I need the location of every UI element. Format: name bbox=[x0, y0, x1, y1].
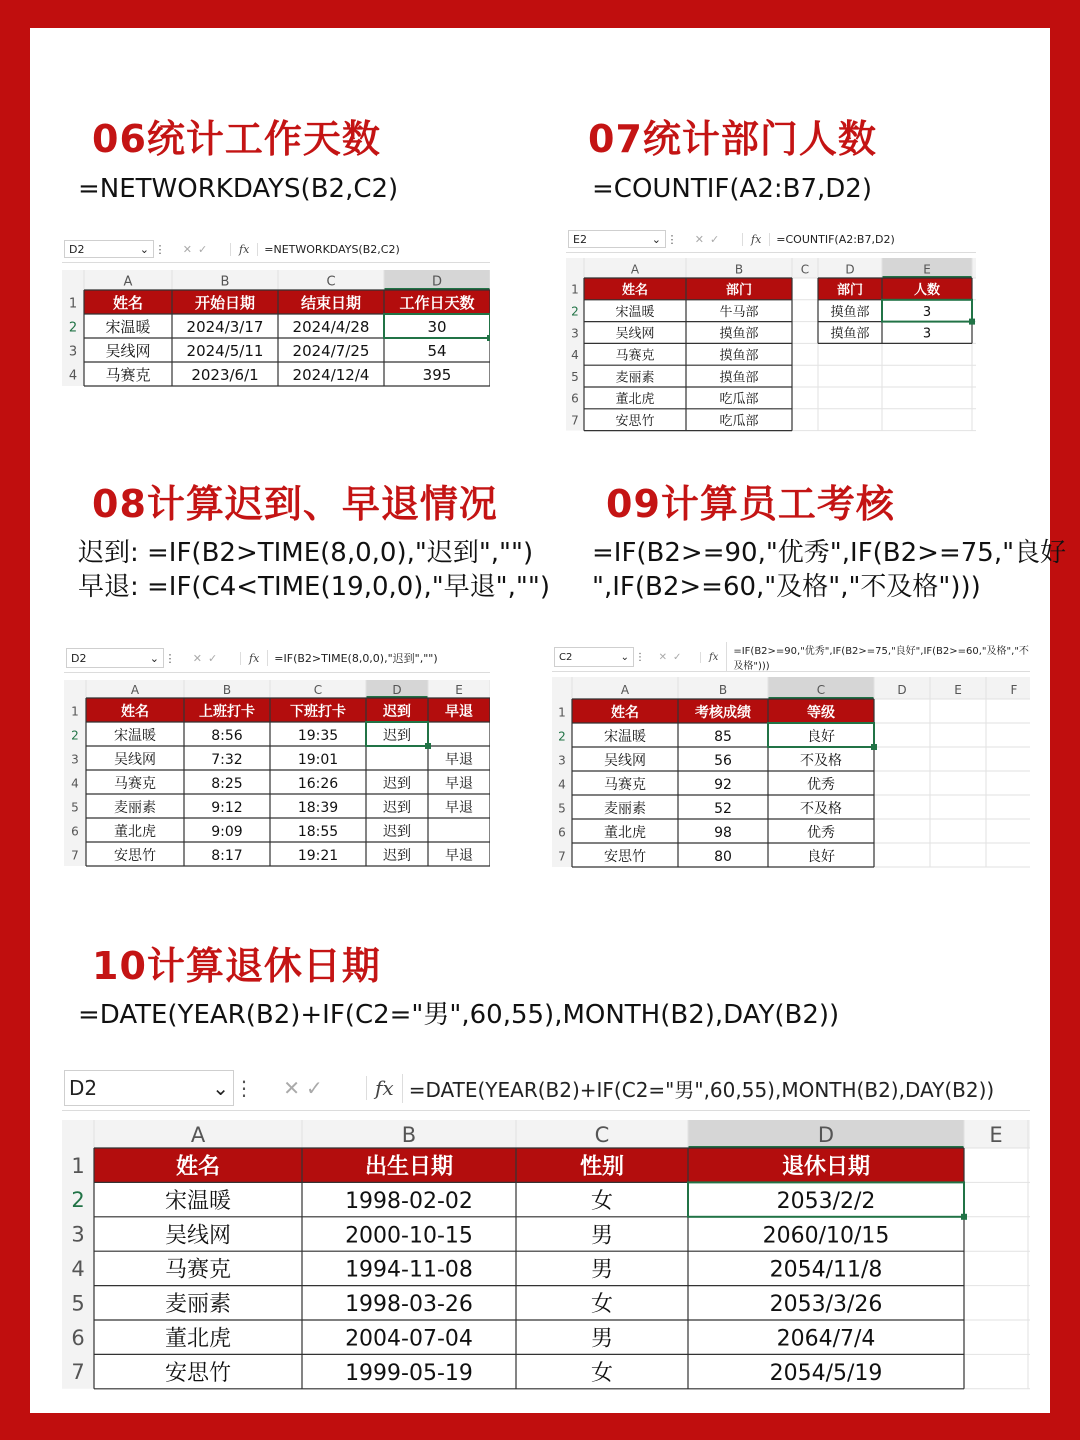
table-header-cell: 早退 bbox=[445, 703, 473, 720]
more-icon[interactable]: ⋮ bbox=[234, 1076, 254, 1100]
table-header-cell: 等级 bbox=[807, 704, 835, 721]
table-cell: 16:26 bbox=[297, 775, 339, 792]
column-header-D: D bbox=[817, 1122, 835, 1147]
row-number-7: 7 bbox=[71, 848, 79, 863]
table-cell: 2060/10/15 bbox=[762, 1223, 890, 1249]
table-header-cell: 人数 bbox=[913, 283, 941, 299]
table-cell: 不及格 bbox=[800, 752, 842, 769]
row-number-4: 4 bbox=[68, 368, 78, 384]
column-header-A: A bbox=[630, 262, 640, 277]
table-cell: 18:39 bbox=[297, 799, 339, 816]
table-header-cell: 迟到 bbox=[383, 703, 411, 720]
row-number-5: 5 bbox=[571, 369, 579, 384]
row-number-1: 1 bbox=[571, 282, 579, 297]
table-cell: 吴线网 bbox=[615, 326, 655, 342]
table-cell: 男 bbox=[590, 1257, 614, 1283]
chevron-down-icon[interactable]: ⌄ bbox=[149, 651, 159, 665]
chevron-down-icon[interactable]: ⌄ bbox=[212, 1076, 229, 1100]
table-cell: 不及格 bbox=[800, 800, 842, 817]
table-cell: 宋温暖 bbox=[164, 1188, 232, 1214]
row-number-3: 3 bbox=[558, 753, 566, 768]
row-number-4: 4 bbox=[71, 1256, 85, 1281]
table-cell: 8:56 bbox=[211, 727, 243, 744]
table-cell: 2023/6/1 bbox=[191, 365, 259, 384]
sheet-grid bbox=[62, 270, 490, 392]
column-header-E: E bbox=[923, 262, 931, 277]
row-number-2: 2 bbox=[68, 320, 78, 336]
table-cell: 54 bbox=[427, 341, 447, 360]
row-number-5: 5 bbox=[71, 1291, 85, 1316]
row-number-3: 3 bbox=[571, 326, 579, 341]
sheet-grid bbox=[62, 1120, 1030, 1394]
fill-handle bbox=[969, 319, 975, 325]
cancel-confirm-icon[interactable]: ✕✓ bbox=[646, 652, 701, 663]
table-cell: 迟到 bbox=[383, 847, 411, 864]
table-header-cell: 退休日期 bbox=[781, 1154, 871, 1180]
row-number-5: 5 bbox=[71, 800, 79, 815]
section-06-title: 06统计工作天数 bbox=[92, 117, 381, 161]
table-header-cell: 姓名 bbox=[621, 283, 649, 299]
table-cell: 30 bbox=[427, 317, 447, 336]
row-number-7: 7 bbox=[571, 413, 579, 428]
table-cell: 98 bbox=[714, 824, 732, 841]
row-number-2: 2 bbox=[71, 728, 79, 743]
table-cell: 马赛克 bbox=[164, 1257, 232, 1283]
row-number-2: 2 bbox=[571, 304, 579, 319]
table-header-cell: 姓名 bbox=[611, 704, 639, 721]
table-cell: 牛马部 bbox=[719, 304, 759, 320]
name-box-value: E2 bbox=[573, 232, 587, 246]
formula-bar-text[interactable]: =NETWORKDAYS(B2,C2) bbox=[257, 243, 490, 256]
table-cell: 2024/12/4 bbox=[292, 365, 370, 384]
name-box[interactable] bbox=[64, 1070, 234, 1106]
section-08-formula-line-1: 迟到: =IF(B2>TIME(8,0,0),"迟到","") bbox=[78, 538, 534, 568]
table-cell: 52 bbox=[714, 800, 732, 817]
table-cell: 吴线网 bbox=[164, 1223, 232, 1249]
formula-bar-text[interactable]: =IF(B2>=90,"优秀",IF(B2>=75,"良好",IF(B2>=60,"及格","不及格"))) bbox=[726, 642, 1030, 672]
function-icon[interactable]: fx bbox=[751, 232, 762, 246]
section-09-formula-line-2: ",IF(B2>=60,"及格","不及格"))) bbox=[592, 572, 981, 602]
table-cell: 优秀 bbox=[807, 824, 835, 841]
column-header-B: B bbox=[220, 274, 230, 290]
fill-handle bbox=[487, 335, 490, 341]
name-box-value: C2 bbox=[559, 651, 573, 663]
formula-bar bbox=[62, 236, 490, 263]
table-cell: 安思竹 bbox=[604, 848, 646, 865]
column-header-E: E bbox=[455, 683, 463, 698]
function-icon[interactable]: fx bbox=[375, 1076, 394, 1100]
fill-handle bbox=[961, 1214, 967, 1220]
table-cell: 2054/5/19 bbox=[769, 1360, 883, 1386]
table-cell: 1998-02-02 bbox=[345, 1188, 473, 1214]
function-icon[interactable]: fx bbox=[249, 651, 260, 665]
name-box-value: D2 bbox=[71, 651, 87, 665]
name-box[interactable] bbox=[64, 240, 154, 258]
table-cell: 安思竹 bbox=[164, 1360, 232, 1386]
table-header-cell: 姓名 bbox=[112, 293, 144, 312]
row-number-6: 6 bbox=[558, 825, 566, 840]
table-cell: 80 bbox=[714, 848, 732, 865]
column-header-E: E bbox=[954, 683, 962, 698]
table-header-cell: 姓名 bbox=[175, 1154, 221, 1180]
table-cell: 董北虎 bbox=[114, 823, 156, 840]
table-cell: 1999-05-19 bbox=[345, 1360, 473, 1386]
formula-bar bbox=[62, 1066, 1030, 1111]
sheet-grid bbox=[64, 680, 490, 870]
row-number-3: 3 bbox=[71, 752, 79, 767]
more-icon[interactable]: ⋮ bbox=[154, 242, 166, 256]
row-number-4: 4 bbox=[71, 776, 79, 791]
fill-handle bbox=[871, 744, 877, 750]
section-09-formula-line-1: =IF(B2>=90,"优秀",IF(B2>=75,"良好 bbox=[592, 538, 1067, 568]
row-number-6: 6 bbox=[571, 391, 579, 406]
table-cell: 吃瓜部 bbox=[719, 413, 759, 429]
column-header-C: C bbox=[313, 683, 323, 698]
fill-handle bbox=[425, 743, 431, 749]
table-cell: 吴线网 bbox=[105, 341, 151, 360]
row-number-3: 3 bbox=[68, 344, 78, 360]
table-cell: 85 bbox=[714, 728, 732, 745]
table-cell: 良好 bbox=[807, 728, 835, 745]
column-header-A: A bbox=[190, 1122, 206, 1147]
name-box[interactable] bbox=[568, 230, 666, 248]
column-header-B: B bbox=[734, 262, 744, 277]
formula-bar bbox=[64, 644, 490, 673]
name-box-value: D2 bbox=[69, 1076, 98, 1100]
table-cell: 2024/7/25 bbox=[292, 341, 370, 360]
column-header-F: F bbox=[1010, 683, 1018, 698]
name-box[interactable] bbox=[554, 647, 634, 667]
table-cell: 女 bbox=[590, 1360, 614, 1386]
table-cell: 马赛克 bbox=[615, 348, 655, 364]
table-cell: 56 bbox=[714, 752, 732, 769]
table-cell: 马赛克 bbox=[114, 775, 156, 792]
table-header-cell: 开始日期 bbox=[194, 293, 256, 312]
formula-bar-text[interactable]: =DATE(YEAR(B2)+IF(C2="男",60,55),MONTH(B2),DAY(B2)) bbox=[402, 1074, 1030, 1103]
column-header-B: B bbox=[222, 683, 232, 698]
section-09-title: 09计算员工考核 bbox=[606, 482, 895, 526]
table-cell: 马赛克 bbox=[604, 776, 646, 793]
section-08-title: 08计算迟到、早退情况 bbox=[92, 482, 498, 526]
table-header-cell: 考核成绩 bbox=[695, 704, 751, 721]
table-header-cell: 下班打卡 bbox=[290, 703, 346, 720]
section-07-formula: =COUNTIF(A2:B7,D2) bbox=[592, 174, 872, 204]
table-header-cell: 性别 bbox=[579, 1154, 625, 1180]
table-header-cell: 结束日期 bbox=[300, 293, 362, 312]
more-icon[interactable]: ⋮ bbox=[635, 651, 645, 663]
table-cell: 摸鱼部 bbox=[830, 304, 870, 320]
chevron-down-icon[interactable]: ⌄ bbox=[620, 651, 629, 663]
table-cell: 摸鱼部 bbox=[719, 370, 759, 386]
table-cell: 安思竹 bbox=[615, 413, 655, 429]
cancel-confirm-icon[interactable]: ✕✓ bbox=[176, 652, 241, 665]
table-cell: 2053/2/2 bbox=[776, 1188, 876, 1214]
row-number-6: 6 bbox=[71, 824, 79, 839]
sheet-08 bbox=[64, 644, 490, 870]
row-number-2: 2 bbox=[71, 1188, 85, 1213]
table-cell: 迟到 bbox=[383, 823, 411, 840]
row-number-3: 3 bbox=[71, 1222, 85, 1247]
table-cell: 19:35 bbox=[297, 727, 339, 744]
section-10-title: 10计算退休日期 bbox=[92, 944, 381, 988]
table-cell: 早退 bbox=[445, 775, 473, 792]
row-number-1: 1 bbox=[558, 705, 566, 720]
table-cell: 395 bbox=[422, 365, 452, 384]
cancel-confirm-icon[interactable]: ✕✓ bbox=[246, 1076, 367, 1100]
table-cell: 麦丽素 bbox=[114, 799, 156, 816]
table-cell: 1994-11-08 bbox=[345, 1257, 473, 1283]
row-number-4: 4 bbox=[571, 348, 579, 363]
table-cell: 2024/4/28 bbox=[292, 317, 370, 336]
row-number-4: 4 bbox=[558, 777, 566, 792]
section-06-formula: =NETWORKDAYS(B2,C2) bbox=[78, 174, 399, 204]
section-10-formula: =DATE(YEAR(B2)+IF(C2="男",60,55),MONTH(B2),DAY(B2)) bbox=[78, 1000, 840, 1030]
row-number-2: 2 bbox=[558, 729, 566, 744]
table-header-cell: 出生日期 bbox=[364, 1154, 454, 1180]
section-08-formula-line-2: 早退: =IF(C4<TIME(19,0,0),"早退","") bbox=[78, 572, 550, 602]
column-header-C: C bbox=[594, 1122, 610, 1147]
row-number-1: 1 bbox=[68, 296, 78, 312]
table-cell: 宋温暖 bbox=[105, 317, 151, 336]
table-cell: 优秀 bbox=[807, 776, 835, 793]
table-cell: 女 bbox=[590, 1292, 614, 1318]
formula-bar-text[interactable]: =COUNTIF(A2:B7,D2) bbox=[769, 233, 976, 246]
column-header-D: D bbox=[392, 683, 402, 698]
table-cell: 1998-03-26 bbox=[345, 1292, 473, 1318]
column-header-D: D bbox=[897, 683, 907, 698]
table-cell: 董北虎 bbox=[615, 392, 655, 408]
table-cell: 18:55 bbox=[297, 823, 339, 840]
table-cell: 麦丽素 bbox=[164, 1292, 232, 1318]
table-cell: 宋温暖 bbox=[114, 727, 156, 744]
table-cell: 迟到 bbox=[383, 799, 411, 816]
table-cell: 麦丽素 bbox=[604, 800, 646, 817]
table-cell: 7:32 bbox=[211, 751, 243, 768]
column-header-C: C bbox=[800, 262, 810, 277]
table-cell: 摸鱼部 bbox=[830, 326, 870, 342]
chevron-down-icon[interactable]: ⌄ bbox=[651, 232, 661, 246]
table-cell: 吃瓜部 bbox=[719, 392, 759, 408]
table-header-cell: 上班打卡 bbox=[199, 703, 255, 720]
table-cell: 2064/7/4 bbox=[776, 1326, 876, 1352]
column-header-A: A bbox=[130, 683, 140, 698]
column-header-A: A bbox=[620, 683, 630, 698]
row-number-7: 7 bbox=[558, 849, 566, 864]
table-header-cell: 工作日天数 bbox=[399, 293, 475, 312]
table-cell: 早退 bbox=[445, 799, 473, 816]
table-cell: 早退 bbox=[445, 847, 473, 864]
table-cell: 摸鱼部 bbox=[719, 348, 759, 364]
table-cell: 2024/3/17 bbox=[186, 317, 264, 336]
table-cell: 92 bbox=[714, 776, 732, 793]
section-07-title: 07统计部门人数 bbox=[588, 117, 877, 161]
row-number-5: 5 bbox=[558, 801, 566, 816]
column-header-C: C bbox=[816, 683, 826, 698]
name-box[interactable] bbox=[66, 648, 164, 668]
table-cell: 8:17 bbox=[211, 847, 243, 864]
table-cell: 迟到 bbox=[383, 775, 411, 792]
table-header-cell: 姓名 bbox=[121, 703, 149, 720]
sheet-09 bbox=[552, 643, 1030, 869]
table-cell: 9:09 bbox=[211, 823, 243, 840]
cancel-confirm-icon[interactable]: ✕✓ bbox=[678, 233, 743, 246]
column-header-D: D bbox=[431, 274, 443, 290]
table-cell: 3 bbox=[922, 326, 932, 342]
function-icon[interactable]: fx bbox=[709, 651, 719, 663]
table-cell: 吴线网 bbox=[114, 751, 156, 768]
sheet-grid bbox=[552, 677, 1030, 869]
table-cell: 麦丽素 bbox=[615, 370, 655, 386]
sheet-10 bbox=[62, 1066, 1030, 1394]
table-cell: 2053/3/26 bbox=[769, 1292, 883, 1318]
column-header-D: D bbox=[845, 262, 855, 277]
table-cell: 马赛克 bbox=[105, 365, 151, 384]
chevron-down-icon[interactable]: ⌄ bbox=[139, 242, 149, 256]
sheet-grid bbox=[566, 258, 976, 436]
table-header-row bbox=[584, 278, 792, 300]
column-header-A: A bbox=[123, 274, 133, 290]
function-icon[interactable]: fx bbox=[239, 242, 250, 256]
name-box-value: D2 bbox=[69, 242, 85, 256]
column-header-E: E bbox=[989, 1122, 1003, 1147]
table-cell: 19:01 bbox=[297, 751, 339, 768]
table-cell: 男 bbox=[590, 1326, 614, 1352]
table-header-cell: 部门 bbox=[836, 283, 864, 299]
table-cell: 良好 bbox=[807, 848, 835, 865]
sheet-07 bbox=[566, 226, 976, 436]
formula-bar bbox=[566, 226, 976, 253]
more-icon[interactable]: ⋮ bbox=[164, 651, 176, 665]
table-cell: 早退 bbox=[445, 751, 473, 768]
column-header-B: B bbox=[401, 1122, 417, 1147]
table-cell: 董北虎 bbox=[604, 824, 646, 841]
table-cell: 2000-10-15 bbox=[345, 1223, 473, 1249]
table-cell: 2054/11/8 bbox=[769, 1257, 883, 1283]
table-cell: 董北虎 bbox=[164, 1326, 232, 1352]
table-cell: 2024/5/11 bbox=[186, 341, 264, 360]
table-cell: 安思竹 bbox=[114, 847, 156, 864]
table-cell: 吴线网 bbox=[604, 752, 646, 769]
sheet-06 bbox=[62, 236, 490, 392]
cancel-confirm-icon[interactable]: ✕✓ bbox=[166, 243, 231, 256]
row-number-7: 7 bbox=[71, 1360, 85, 1385]
table-cell: 19:21 bbox=[297, 847, 339, 864]
table-cell: 宋温暖 bbox=[604, 728, 646, 745]
table-cell: 迟到 bbox=[383, 727, 411, 744]
table-header-cell: 部门 bbox=[725, 283, 753, 299]
table-cell: 宋温暖 bbox=[615, 304, 655, 320]
formula-bar bbox=[552, 643, 1030, 672]
formula-bar-text[interactable]: =IF(B2>TIME(8,0,0),"迟到","") bbox=[267, 650, 490, 666]
table-cell: 2004-07-04 bbox=[345, 1326, 473, 1352]
column-header-C: C bbox=[326, 274, 336, 290]
table-cell: 女 bbox=[590, 1188, 614, 1214]
table-cell: 男 bbox=[590, 1223, 614, 1249]
table-cell: 9:12 bbox=[211, 799, 243, 816]
row-number-1: 1 bbox=[71, 704, 79, 719]
table-cell: 3 bbox=[922, 304, 932, 320]
more-icon[interactable]: ⋮ bbox=[666, 232, 678, 246]
table-cell: 8:25 bbox=[211, 775, 243, 792]
row-number-1: 1 bbox=[71, 1153, 85, 1178]
table-cell: 摸鱼部 bbox=[719, 326, 759, 342]
column-header-B: B bbox=[718, 683, 728, 698]
row-number-6: 6 bbox=[71, 1325, 85, 1350]
